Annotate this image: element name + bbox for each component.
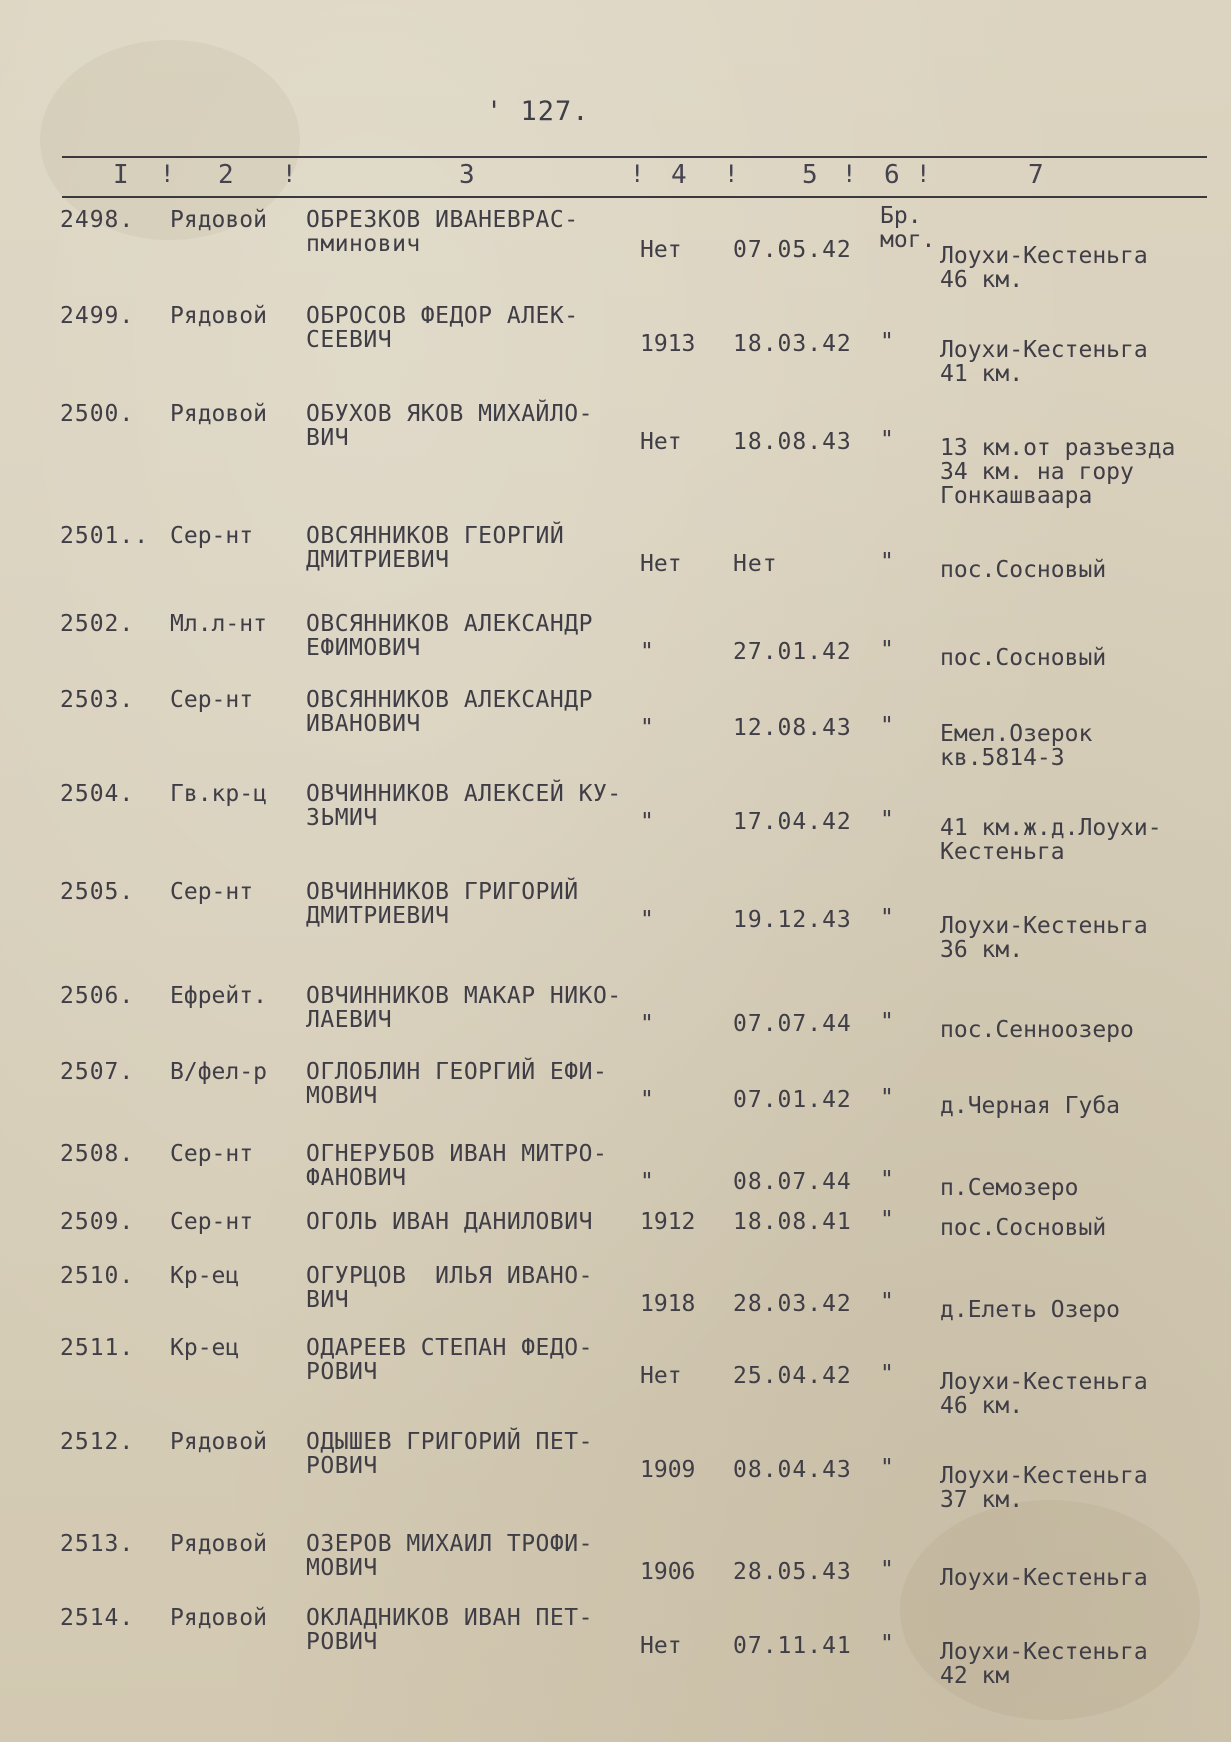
record-number: 2500. xyxy=(60,401,135,427)
birth-year: " xyxy=(640,907,654,933)
burial-place: Лоухи-Кестеньга xyxy=(940,1565,1148,1591)
death-date: Нет xyxy=(733,551,778,577)
record-number: 2504. xyxy=(60,781,135,807)
full-name: МОВИЧ xyxy=(306,1083,378,1109)
military-rank: Рядовой xyxy=(170,1429,267,1455)
column-header-2: 2 xyxy=(218,160,234,190)
military-rank: Сер-нт xyxy=(170,1209,254,1235)
burial-place: кв.5814-3 xyxy=(940,745,1065,771)
birth-year: " xyxy=(640,1169,654,1195)
full-name: ОБРОСОВ ФЕДОР АЛЕК- xyxy=(306,303,579,329)
burial-type: " xyxy=(880,637,894,663)
full-name: ОДАРЕЕВ СТЕПАН ФЕДО- xyxy=(306,1335,593,1361)
military-rank: Гв.кр-ц xyxy=(170,781,267,807)
full-name: ДМИТРИЕВИЧ xyxy=(306,903,450,929)
death-date: 25.04.42 xyxy=(733,1363,852,1389)
death-date: 19.12.43 xyxy=(733,907,852,933)
burial-place: д.Черная Губа xyxy=(940,1093,1121,1119)
birth-year: Нет xyxy=(640,237,682,263)
record-number: 2511. xyxy=(60,1335,135,1361)
birth-year: " xyxy=(640,1087,654,1113)
burial-type: " xyxy=(880,549,894,575)
column-header-4: 4 xyxy=(671,160,687,190)
burial-type: Бр. xyxy=(880,203,922,229)
death-date: 08.07.44 xyxy=(733,1169,852,1195)
full-name: ВИЧ xyxy=(306,1287,350,1313)
birth-year: " xyxy=(640,809,654,835)
death-date: 18.08.41 xyxy=(733,1209,852,1235)
burial-type: " xyxy=(880,1557,894,1583)
page-number: ' 127. xyxy=(486,96,590,127)
burial-place: 46 км. xyxy=(940,1393,1024,1419)
burial-type: " xyxy=(880,807,894,833)
full-name: ОГНЕРУБОВ ИВАН МИТРО- xyxy=(306,1141,608,1167)
column-separator: ! xyxy=(916,160,931,188)
column-header-5: 5 xyxy=(802,160,818,190)
birth-year: " xyxy=(640,639,654,665)
full-name: ОВЧИННИКОВ ГРИГОРИЙ xyxy=(306,879,579,905)
military-rank: Рядовой xyxy=(170,303,267,329)
record-number: 2505. xyxy=(60,879,135,905)
death-date: 07.11.41 xyxy=(733,1633,852,1659)
record-number: 2513. xyxy=(60,1531,135,1557)
military-rank: Рядовой xyxy=(170,401,267,427)
birth-year: Нет xyxy=(640,1633,682,1659)
burial-place: д.Елеть Озеро xyxy=(940,1297,1121,1323)
death-date: 08.04.43 xyxy=(733,1457,852,1483)
column-separator: ! xyxy=(282,160,297,188)
birth-year: Нет xyxy=(640,429,682,455)
burial-place: 36 км. xyxy=(940,937,1024,963)
military-rank: В/фел-р xyxy=(170,1059,267,1085)
full-name: пминович xyxy=(306,231,421,257)
burial-place: 13 км.от разъезда xyxy=(940,435,1176,461)
full-name: ОЗЕРОВ МИХАИЛ ТРОФИ- xyxy=(306,1531,593,1557)
record-number: 2502. xyxy=(60,611,135,637)
column-header-3: 3 xyxy=(459,160,475,190)
birth-year: 1918 xyxy=(640,1291,696,1317)
birth-year: " xyxy=(640,1011,654,1037)
full-name: ОВЧИННИКОВ АЛЕКСЕЙ КУ- xyxy=(306,781,622,807)
death-date: 28.03.42 xyxy=(733,1291,852,1317)
full-name: ОГУРЦОВ ИЛЬЯ ИВАНО- xyxy=(306,1263,593,1289)
burial-place: Лоухи-Кестеньга xyxy=(940,1463,1148,1489)
column-header-7: 7 xyxy=(1028,160,1044,190)
column-separator: ! xyxy=(160,160,175,188)
full-name: ОБРЕЗКОВ ИВАНЕВРАС- xyxy=(306,207,579,233)
military-rank: Рядовой xyxy=(170,1605,267,1631)
death-date: 18.08.43 xyxy=(733,429,852,455)
record-number: 2514. xyxy=(60,1605,135,1631)
burial-place: Лоухи-Кестеньга xyxy=(940,913,1148,939)
burial-place: Лоухи-Кестеньга xyxy=(940,243,1148,269)
header-rule-top xyxy=(62,156,1207,158)
full-name: ЛАЕВИЧ xyxy=(306,1007,393,1033)
column-header-6: 6 xyxy=(884,160,900,190)
birth-year: Нет xyxy=(640,551,682,577)
burial-type: " xyxy=(880,1631,894,1657)
burial-type: " xyxy=(880,1455,894,1481)
column-separator: ! xyxy=(724,160,739,188)
burial-place: пос.Сосновый xyxy=(940,557,1107,583)
full-name: ОБУХОВ ЯКОВ МИХАЙЛО- xyxy=(306,401,593,427)
burial-place: 37 км. xyxy=(940,1487,1024,1513)
burial-type: " xyxy=(880,1361,894,1387)
full-name: ИВАНОВИЧ xyxy=(306,711,421,737)
burial-place: Лоухи-Кестеньга xyxy=(940,1369,1148,1395)
military-rank: Рядовой xyxy=(170,1531,267,1557)
military-rank: Мл.л-нт xyxy=(170,611,267,637)
burial-place: 41 км.ж.д.Лоухи- xyxy=(940,815,1162,841)
burial-place: Лоухи-Кестеньга xyxy=(940,1639,1148,1665)
header-rule-bottom xyxy=(62,196,1207,198)
column-separator: ! xyxy=(630,160,645,188)
full-name: РОВИЧ xyxy=(306,1453,378,1479)
death-date: 28.05.43 xyxy=(733,1559,852,1585)
military-rank: Ефрейт. xyxy=(170,983,267,1009)
burial-type: " xyxy=(880,905,894,931)
full-name: ОВСЯННИКОВ ГЕОРГИЙ xyxy=(306,523,565,549)
military-rank: Сер-нт xyxy=(170,879,254,905)
birth-year: 1909 xyxy=(640,1457,696,1483)
death-date: 17.04.42 xyxy=(733,809,852,835)
record-number: 2503. xyxy=(60,687,135,713)
burial-type: " xyxy=(880,1009,894,1035)
military-rank: Кр-ец xyxy=(170,1335,240,1361)
military-rank: Сер-нт xyxy=(170,1141,254,1167)
death-date: 18.03.42 xyxy=(733,331,852,357)
full-name: РОВИЧ xyxy=(306,1629,378,1655)
burial-place: Кестеньга xyxy=(940,839,1065,865)
military-rank: Сер-нт xyxy=(170,687,254,713)
burial-type: " xyxy=(880,329,894,355)
column-header-1: I xyxy=(113,160,129,190)
full-name: ОГЛОБЛИН ГЕОРГИЙ ЕФИ- xyxy=(306,1059,608,1085)
birth-year: 1912 xyxy=(640,1209,696,1235)
death-date: 07.05.42 xyxy=(733,237,852,263)
full-name: ОКЛАДНИКОВ ИВАН ПЕТ- xyxy=(306,1605,593,1631)
military-rank: Рядовой xyxy=(170,207,267,233)
record-number: 2499. xyxy=(60,303,135,329)
birth-year: " xyxy=(640,715,654,741)
full-name: ОГОЛЬ ИВАН ДАНИЛОВИЧ xyxy=(306,1209,593,1235)
birth-year: Нет xyxy=(640,1363,682,1389)
full-name: ЕФИМОВИЧ xyxy=(306,635,421,661)
burial-place: 46 км. xyxy=(940,267,1024,293)
record-number: 2512. xyxy=(60,1429,135,1455)
record-number: 2506. xyxy=(60,983,135,1009)
record-number: 2501.. xyxy=(60,523,150,549)
record-number: 2498. xyxy=(60,207,135,233)
burial-type: " xyxy=(880,1085,894,1111)
burial-place: 41 км. xyxy=(940,361,1024,387)
full-name: ВИЧ xyxy=(306,425,350,451)
burial-place: пос.Сосновый xyxy=(940,1215,1107,1241)
column-separator: ! xyxy=(842,160,857,188)
full-name: ФАНОВИЧ xyxy=(306,1165,407,1191)
full-name: ОВСЯННИКОВ АЛЕКСАНДР xyxy=(306,611,593,637)
full-name: СЕЕВИЧ xyxy=(306,327,393,353)
full-name: ОВСЯННИКОВ АЛЕКСАНДР xyxy=(306,687,593,713)
burial-type: " xyxy=(880,713,894,739)
burial-type: мог. xyxy=(880,227,936,253)
record-number: 2509. xyxy=(60,1209,135,1235)
burial-type: " xyxy=(880,1207,894,1233)
burial-type: " xyxy=(880,1167,894,1193)
record-number: 2510. xyxy=(60,1263,135,1289)
death-date: 12.08.43 xyxy=(733,715,852,741)
burial-place: Гонкашваара xyxy=(940,483,1093,509)
burial-place: Лоухи-Кестеньга xyxy=(940,337,1148,363)
full-name: ЗЬМИЧ xyxy=(306,805,378,831)
full-name: ДМИТРИЕВИЧ xyxy=(306,547,450,573)
record-number: 2508. xyxy=(60,1141,135,1167)
military-rank: Сер-нт xyxy=(170,523,254,549)
death-date: 07.07.44 xyxy=(733,1011,852,1037)
record-number: 2507. xyxy=(60,1059,135,1085)
burial-place: п.Семозеро xyxy=(940,1175,1079,1201)
full-name: РОВИЧ xyxy=(306,1359,378,1385)
full-name: ОВЧИННИКОВ МАКАР НИКО- xyxy=(306,983,622,1009)
full-name: ОДЫШЕВ ГРИГОРИЙ ПЕТ- xyxy=(306,1429,593,1455)
death-date: 07.01.42 xyxy=(733,1087,852,1113)
burial-place: Емел.Озерок xyxy=(940,721,1093,747)
burial-place: пос.Сосновый xyxy=(940,645,1107,671)
burial-place: пос.Сенноозеро xyxy=(940,1017,1134,1043)
full-name: МОВИЧ xyxy=(306,1555,378,1581)
birth-year: 1913 xyxy=(640,331,696,357)
burial-place: 34 км. на гору xyxy=(940,459,1134,485)
birth-year: 1906 xyxy=(640,1559,696,1585)
burial-type: " xyxy=(880,1289,894,1315)
death-date: 27.01.42 xyxy=(733,639,852,665)
military-rank: Кр-ец xyxy=(170,1263,240,1289)
burial-type: " xyxy=(880,427,894,453)
burial-place: 42 км xyxy=(940,1663,1010,1689)
